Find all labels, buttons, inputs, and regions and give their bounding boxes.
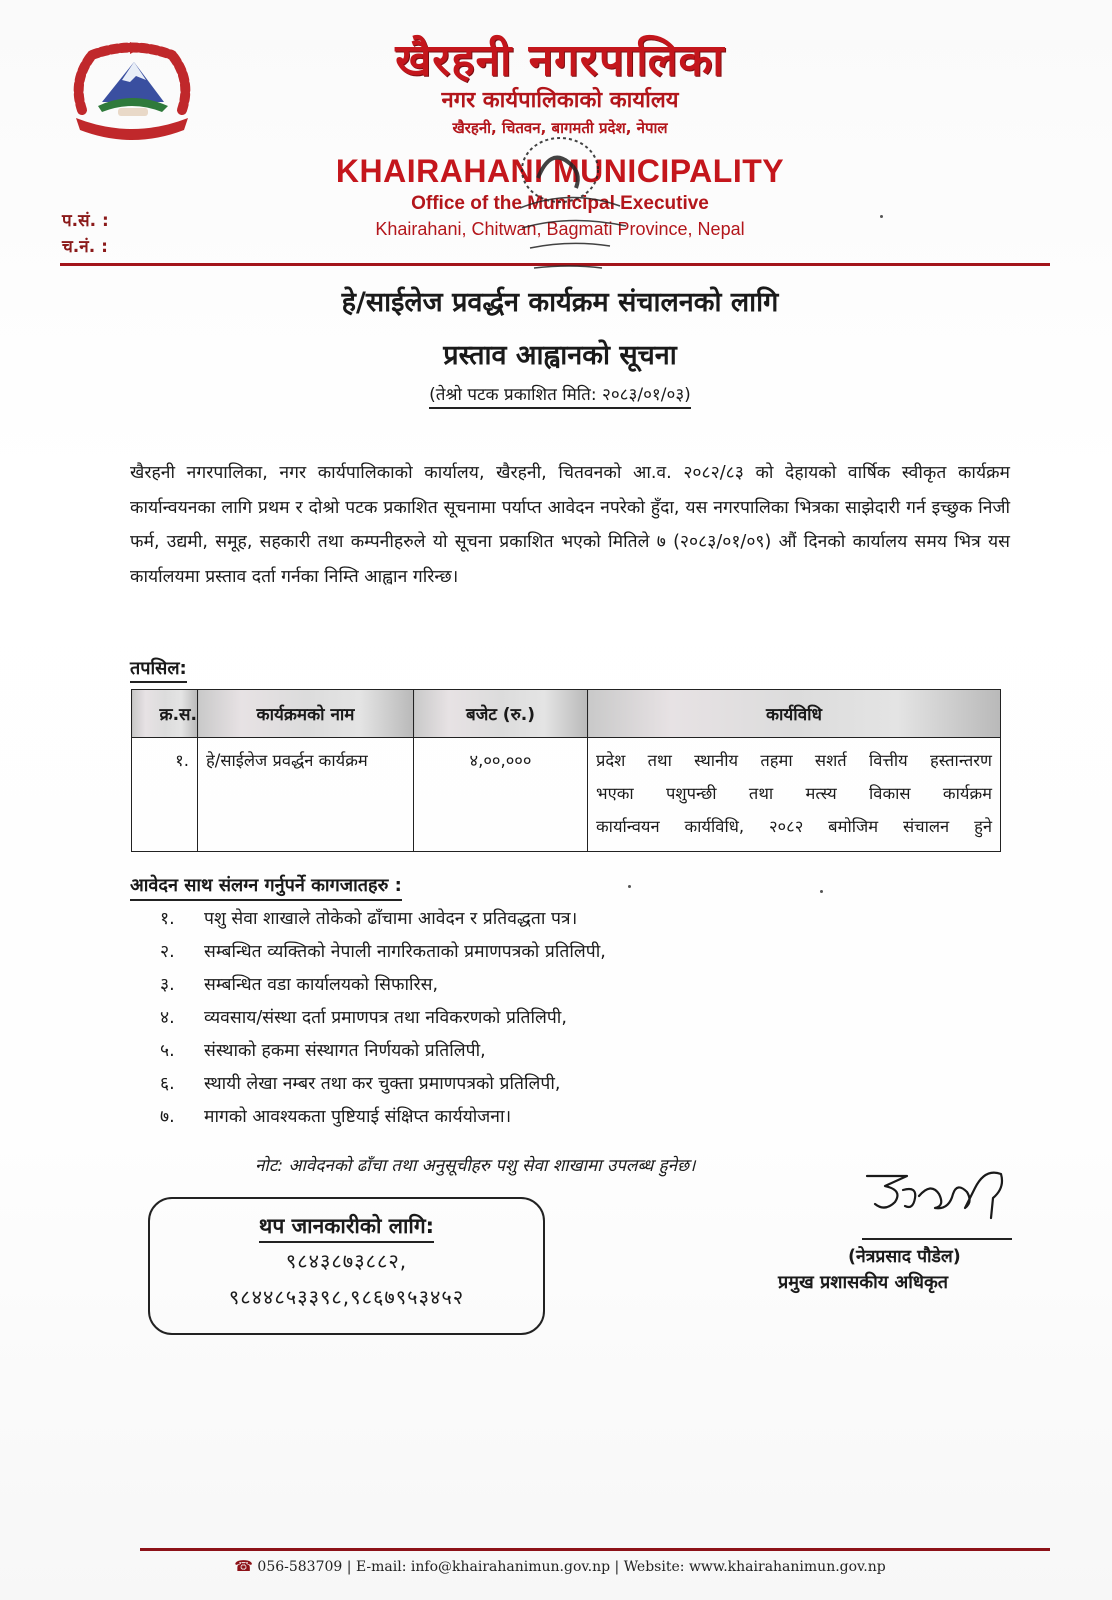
footer-divider — [140, 1548, 1050, 1551]
footer-phone: 056-583709 — [257, 1559, 343, 1575]
item-text: पशु सेवा शाखाले तोकेको ढाँचामा आवेदन र प्रतिवद्धता पत्र। — [204, 909, 578, 929]
nepal-emblem-icon — [62, 40, 202, 150]
item-number: २. — [160, 942, 175, 962]
scan-speck — [628, 885, 631, 888]
list-item — [160, 969, 606, 1002]
procedure-line: कार्यान्वयन कार्यविधि, २०८२ बमोजिम संचालन हुने — [596, 817, 992, 836]
cell-program-name: हे/साईलेज प्रवर्द्धन कार्यक्रम — [198, 738, 414, 852]
col-header-procedure: कार्यविधि — [588, 690, 1001, 738]
item-number: ६. — [160, 1074, 175, 1094]
footer-email-label: E-mail: — [355, 1559, 407, 1575]
item-text: मागको आवश्यकता पुष्टियाई संक्षिप्त कार्ययोजना। — [204, 1107, 512, 1127]
office-name-en: Office of the Municipal Executive — [411, 193, 709, 214]
col-header-sn: क्र.स. — [132, 690, 198, 738]
col-header-budget: बजेट (रु.) — [414, 690, 588, 738]
documents-list — [160, 903, 606, 1134]
reference-labels — [62, 208, 109, 260]
list-item — [160, 1035, 606, 1068]
notice-body: खैरहनी नगरपालिका, नगर कार्यपालिकाको कार्यालय, खैरहनी, चितवनको आ.व. २०८२/८३ को देहायको वार्षिक स्वीकृत कार्यक्रम कार्यान्वयनका लागि प्रथम र दोश्रो पटक प्रकाशित सूचनामा पर्याप्त आवेदन नपरेको हुँदा, यस नगरपालिका भित्रका साझेदारी गर्न इच्छुक निजी फर्म, उद्यमी, समूह, सहकारी तथा कम्पनीहरुले यो सूचना प्रकाशित भएको मितिले ७ (२०८३/०१/०९) औं दिनको कार्यालय समय भित्र यस कार्यालयमा प्रस्ताव दर्ता गर्नका निम्ति आह्वान गरिन्छ। — [130, 463, 1010, 587]
program-table — [131, 689, 1001, 852]
ref-no-label: प.सं. : — [62, 211, 109, 231]
list-item — [160, 1068, 606, 1101]
item-number: ५. — [160, 1041, 175, 1061]
footer-email[interactable]: info@khairahanimun.gov.np — [410, 1559, 611, 1575]
item-text: संस्थाको हकमा संस्थागत निर्णयको प्रतिलिपी, — [204, 1041, 486, 1061]
footer-website[interactable]: www.khairahanimun.gov.np — [688, 1559, 886, 1575]
col-header-program-name: कार्यक्रमको नाम — [198, 690, 414, 738]
item-text: स्थायी लेखा नम्बर तथा कर चुक्ता प्रमाणपत्रको प्रतिलिपी, — [204, 1074, 561, 1094]
office-name-ne: नगर कार्यपालिकाको कार्यालय — [441, 88, 679, 113]
documents-note: नोट: आवेदनको ढाँचा तथा अनुसूचीहरु पशु सेवा शाखामा उपलब्ध हुनेछ। — [255, 1156, 696, 1176]
telephone-icon: ☎ — [234, 1557, 253, 1575]
footer-contact — [140, 1557, 980, 1575]
publish-info — [150, 382, 970, 405]
signature-line — [862, 1238, 1012, 1240]
contact-box-title: थप जानकारीको लागि: — [259, 1211, 434, 1243]
notice-title-line2: प्रस्ताव आह्वानको सूचना — [443, 340, 677, 371]
address-ne: खैरहनी, चितवन, बागमती प्रदेश, नेपाल — [452, 119, 668, 137]
cell-sn: १. — [132, 738, 198, 852]
dispatch-no-label: च.नं. : — [62, 237, 108, 257]
list-item — [160, 903, 606, 936]
list-item — [160, 1002, 606, 1035]
footer-separator: | — [614, 1559, 620, 1575]
official-stamp-icon — [490, 128, 650, 288]
footer-website-label: Website: — [623, 1559, 685, 1575]
item-text: व्यवसाय/संस्था दर्ता प्रमाणपत्र तथा नविकरणको प्रतिलिपी, — [204, 1008, 567, 1028]
signatory-designation: प्रमुख प्रशासकीय अधिकृत — [778, 1272, 949, 1293]
scan-speck — [820, 890, 823, 893]
list-item — [160, 936, 606, 969]
item-number: ४. — [160, 1008, 175, 1028]
footer-separator: | — [346, 1559, 352, 1575]
cell-procedure — [588, 738, 1001, 852]
cell-budget: ४,००,००० — [414, 738, 588, 852]
municipality-title-en: KHAIRAHANI MUNICIPALITY — [335, 153, 785, 189]
signatory-name: (नेत्रप्रसाद पौडेल) — [848, 1247, 961, 1267]
item-number: ३. — [160, 975, 175, 995]
table-row — [132, 738, 1001, 852]
procedure-line: प्रदेश तथा स्थानीय तहमा सशर्त वित्तीय हस्तान्तरण — [596, 751, 992, 770]
address-en: Khairahani, Chitwan, Bagmati Province, Nepal — [375, 219, 745, 239]
details-label: तपसिल: — [130, 657, 187, 683]
procedure-line: भएका पशुपन्छी तथा मत्स्य विकास कार्यक्रम — [596, 784, 992, 803]
item-text: सम्बन्धित व्यक्तिको नेपाली नागरिकताको प्रमाणपत्रको प्रतिलिपी, — [204, 942, 606, 962]
publish-info-text: (तेश्रो पटक प्रकाशित मिति: २०८३/०१/०३) — [429, 385, 691, 409]
contact-info-box — [148, 1197, 545, 1335]
notice-title-line1: हे/साईलेज प्रवर्द्धन कार्यक्रम संचालनको लागि — [341, 287, 779, 318]
municipality-title-ne: खैरहनी नगरपालिका — [395, 35, 725, 86]
signature-icon — [855, 1168, 1015, 1223]
list-item — [160, 1101, 606, 1134]
contact-phone-line2: ९८४४८५३३९८,९८६७९५३४५२ — [228, 1285, 465, 1309]
item-text: सम्बन्धित वडा कार्यालयको सिफारिस, — [204, 975, 439, 995]
scan-speck — [880, 215, 883, 218]
item-number: १. — [160, 909, 175, 929]
table-header-row — [132, 690, 1001, 738]
documents-heading: आवेदन साथ संलग्न गर्नुपर्ने कागजातहरु : — [130, 873, 402, 901]
item-number: ७. — [160, 1107, 175, 1127]
contact-phone-line1: ९८४३८७३८८२, — [285, 1249, 408, 1273]
